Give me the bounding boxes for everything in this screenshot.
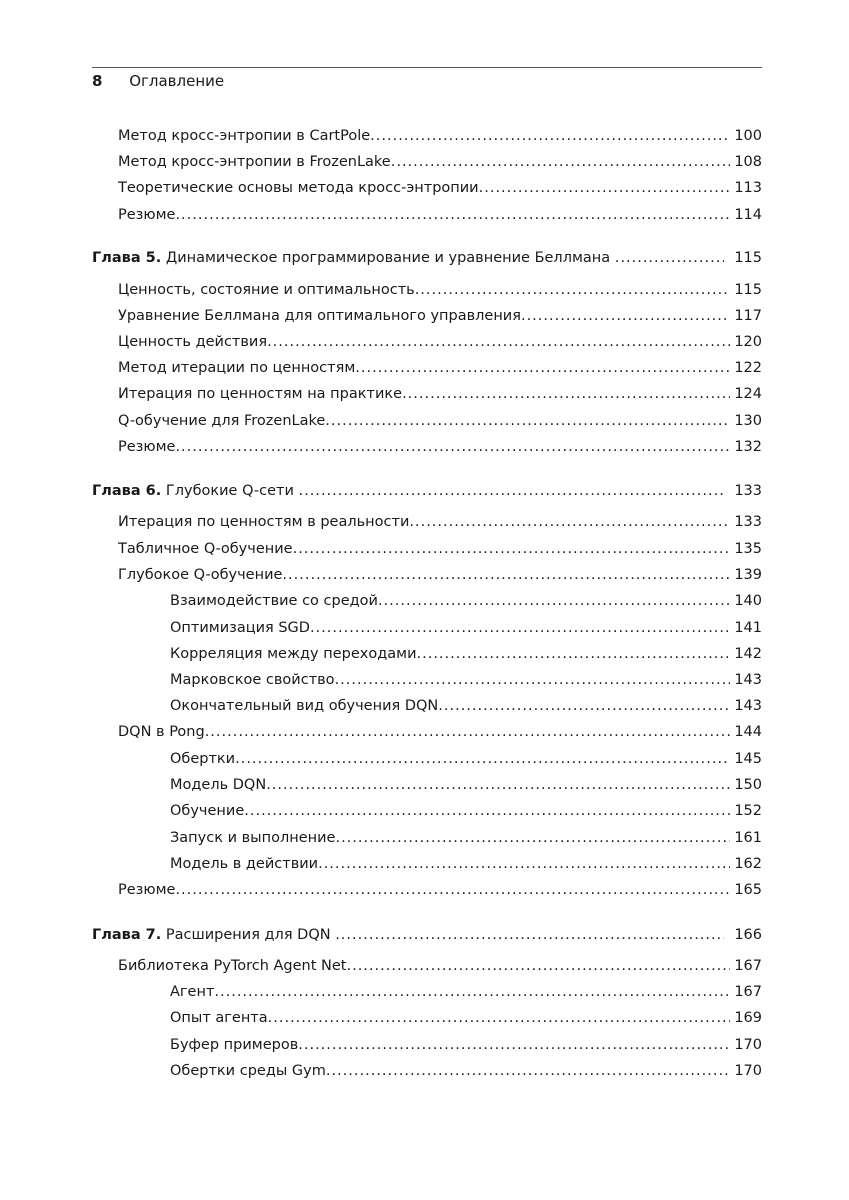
toc-entry[interactable]: Резюме ..... 132 xyxy=(118,435,762,459)
toc-subentry[interactable]: Модель DQN ..... 150 xyxy=(170,773,762,797)
toc-entry[interactable]: Метод итерации по ценностям ..... 122 xyxy=(118,356,762,380)
toc-entry[interactable]: Глубокое Q-обучение ..... 139 xyxy=(118,563,762,587)
toc-entry[interactable]: DQN в Pong ..... 144 xyxy=(118,720,762,744)
page-number: 8 xyxy=(92,72,103,90)
toc-entry[interactable]: Итерация по ценностям на практике ..... 124 xyxy=(118,382,762,406)
toc-entry[interactable]: Итерация по ценностям в реальности ..... 133 xyxy=(118,510,762,534)
toc-entry[interactable]: Q-обучение для FrozenLake ..... 130 xyxy=(118,409,762,433)
toc-subentry[interactable]: Обертки среды Gym ..... 170 xyxy=(170,1059,762,1083)
toc-subentry[interactable]: Опыт агента ..... 169 xyxy=(170,1006,762,1030)
toc-subentry[interactable]: Марковское свойство ..... 143 xyxy=(170,668,762,692)
toc-entry[interactable]: Табличное Q-обучение ..... 135 xyxy=(118,537,762,561)
toc-entry[interactable]: Резюме ..... 114 xyxy=(118,203,762,227)
toc-subentry[interactable]: Запуск и выполнение ..... 161 xyxy=(170,826,762,850)
toc-entry[interactable]: Резюме ..... 165 xyxy=(118,878,762,902)
header-title: Оглавление xyxy=(129,72,225,90)
toc-subentry[interactable]: Оптимизация SGD ..... 141 xyxy=(170,616,762,640)
toc-chapter[interactable]: Глава 5. Динамическое программирование и уравнение Беллмана ..... 115 xyxy=(92,246,762,270)
toc-subentry[interactable]: Модель в действии ..... 162 xyxy=(170,852,762,876)
toc-chapter[interactable]: Глава 7. Расширения для DQN ..... 166 xyxy=(92,923,762,947)
toc-subentry[interactable]: Обучение ..... 152 xyxy=(170,799,762,823)
toc-entry[interactable]: Ценность, состояние и оптимальность ..... 115 xyxy=(118,278,762,302)
toc-entry[interactable]: Теоретические основы метода кросс-энтропии ..... 113 xyxy=(118,176,762,200)
toc-entry[interactable]: Ценность действия ..... 120 xyxy=(118,330,762,354)
toc-entry[interactable]: Метод кросс-энтропии в FrozenLake ..... 108 xyxy=(118,150,762,174)
toc-subentry[interactable]: Взаимодействие со средой ..... 140 xyxy=(170,589,762,613)
toc-subentry[interactable]: Буфер примеров ..... 170 xyxy=(170,1033,762,1057)
toc-subentry[interactable]: Окончательный вид обучения DQN ..... 143 xyxy=(170,694,762,718)
toc-chapter[interactable]: Глава 6. Глубокие Q-сети ..... 133 xyxy=(92,479,762,503)
toc-entry[interactable]: Библиотека PyTorch Agent Net ..... 167 xyxy=(118,954,762,978)
toc-subentry[interactable]: Агент ..... 167 xyxy=(170,980,762,1004)
toc-subentry[interactable]: Корреляция между переходами ..... 142 xyxy=(170,642,762,666)
toc-entry[interactable]: Метод кросс-энтропии в CartPole ..... 100 xyxy=(118,124,762,148)
toc-entry[interactable]: Уравнение Беллмана для оптимального управления ..... 117 xyxy=(118,304,762,328)
toc-subentry[interactable]: Обертки ..... 145 xyxy=(170,747,762,771)
